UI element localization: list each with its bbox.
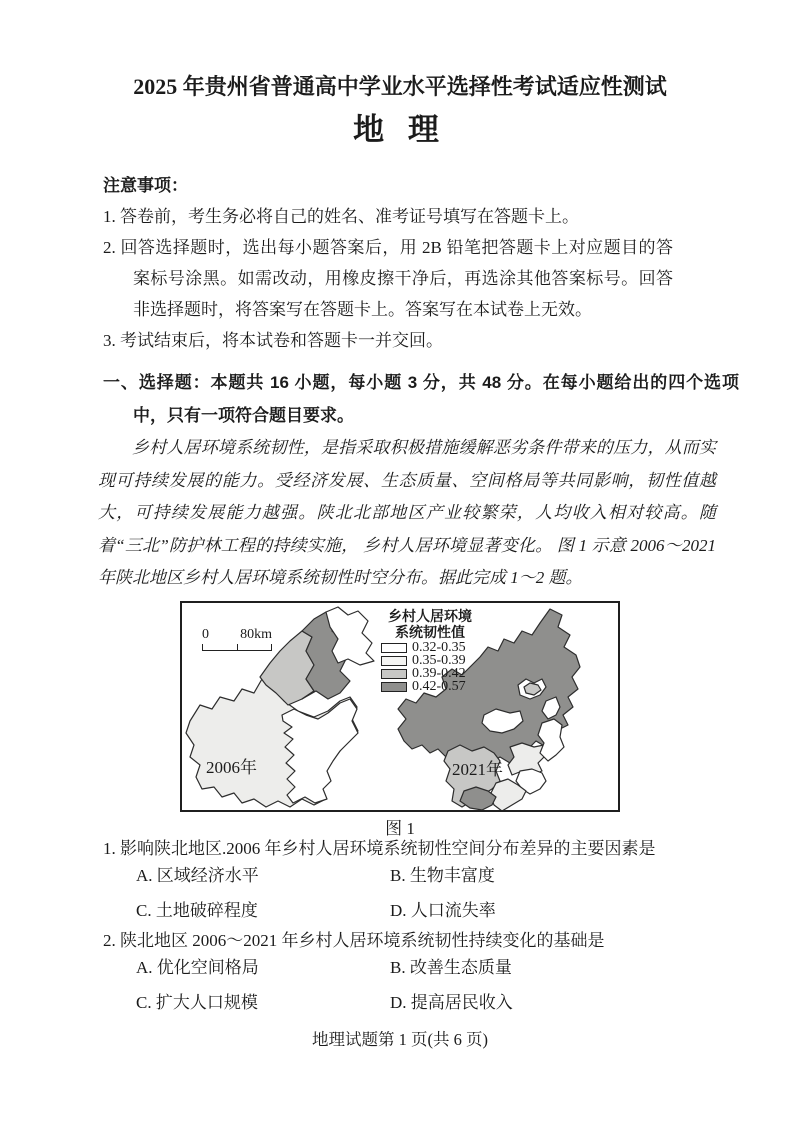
- legend-swatch: [381, 656, 407, 666]
- option-2b: B. 改善生态质量: [390, 958, 512, 977]
- scale-distance-label: 80km: [240, 627, 272, 642]
- map-year-label-2006: 2006年: [206, 758, 257, 777]
- map-year-label-2021: 2021年: [452, 760, 503, 779]
- legend-label: 0.35-0.39: [412, 653, 466, 668]
- legend-row: [381, 640, 479, 655]
- map-legend: [381, 608, 479, 692]
- notice-item-2: 2. 回答选择题时，选出每小题答案后，用 2B 铅笔把答题卡上对应题目的答案标号涂黑。如需改动，用橡皮擦干净后，再选涂其他答案标号。回答非选择题时，将答案写在答题卡上。答案写在本试卷上无效。: [103, 238, 673, 319]
- option-1a: A. 区域经济水平: [136, 866, 259, 885]
- notice-heading: 注意事项：: [103, 176, 188, 195]
- option-1c: C. 土地破碎程度: [136, 901, 258, 920]
- reading-passage: 乡村人居环境系统韧性，是指采取积极措施缓解恶劣条件带来的压力，从而实现可持续发展的能力。受经济发展、生态质量、空间格局等共同影响，韧性值越大，可持续发展能力越强。陕北北部地区产业较繁荣，人均收入相对较高。随着“三北”防护林工程的持续实施， 乡村人居环境显著变化。 图 1 示意 2006～2021 年陕北地区乡村人居环境系统韧性时空分布。据此完成 1～2 题。: [98, 438, 716, 587]
- legend-label: 0.42-0.57: [412, 679, 466, 694]
- option-1b: B. 生物丰富度: [390, 866, 495, 885]
- option-2d: D. 提高居民收入: [390, 993, 513, 1012]
- option-2c: C. 扩大人口规模: [136, 993, 258, 1012]
- scale-line: [202, 644, 272, 651]
- exam-title: 2025 年贵州省普通高中学业水平选择性考试适应性测试: [133, 74, 667, 99]
- notice-item-1: 1. 答卷前，考生务必将自己的姓名、准考证号填写在答题卡上。: [103, 207, 579, 226]
- map-2021-white-region-3: [538, 719, 564, 761]
- legend-label: 0.32-0.35: [412, 640, 466, 655]
- legend-swatch: [381, 682, 407, 692]
- legend-row: [381, 679, 479, 694]
- question-2-options: [136, 950, 616, 1020]
- question-2-number: 2.: [103, 931, 116, 950]
- subject-title: 地 理: [353, 112, 447, 147]
- legend-swatch: [381, 643, 407, 653]
- legend-swatch: [381, 669, 407, 679]
- option-1d: D. 人口流失率: [390, 901, 496, 920]
- legend-row: [381, 653, 479, 668]
- map-scalebar: [202, 627, 272, 651]
- question-1-options: [136, 858, 616, 928]
- legend-row: [381, 666, 479, 681]
- figure-1-map: [180, 601, 620, 812]
- notice-item-3: 3. 考试结束后，将本试卷和答题卡一并交回。: [103, 331, 443, 350]
- scale-zero-label: 0: [202, 627, 209, 642]
- legend-title-line1: 乡村人居环境: [388, 608, 472, 624]
- question-2-text: 陕北地区 2006～2021 年乡村人居环境系统韧性持续变化的基础是: [120, 931, 605, 950]
- question-1-text: 影响陕北地区.2006 年乡村人居环境系统韧性空间分布差异的主要因素是: [120, 839, 656, 858]
- legend-title-line2: 系统韧性值: [395, 624, 465, 640]
- figure-caption: 图 1: [385, 819, 415, 838]
- legend-label: 0.39-0.42: [412, 666, 466, 681]
- option-2a: A. 优化空间格局: [136, 958, 259, 977]
- question-1-number: 1.: [103, 839, 116, 858]
- page-footer: 地理试题第 1 页(共 6 页): [312, 1030, 488, 1049]
- notice-section: [103, 170, 673, 356]
- section-1-heading: 一、选择题：本题共 16 小题，每小题 3 分，共 48 分。在每小题给出的四个选项中，只有一项符合题目要求。: [103, 373, 739, 425]
